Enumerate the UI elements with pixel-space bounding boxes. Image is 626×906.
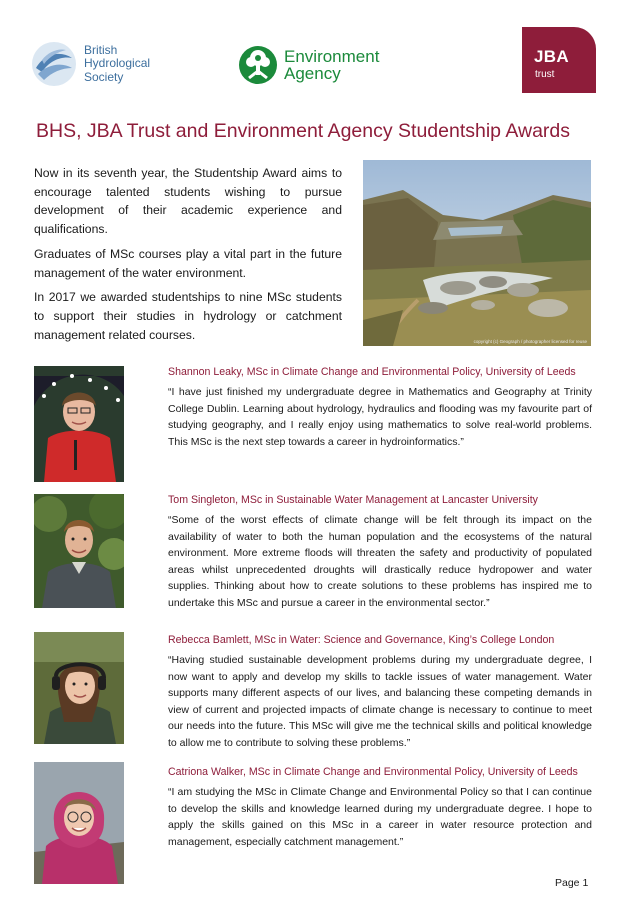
bhs-logo <box>30 36 180 92</box>
jba-logo-brand: JBA <box>534 47 569 66</box>
jba-logo-sub: trust <box>535 69 555 80</box>
intro-paragraph: Graduates of MSc courses play a vital part in the future management of the water environment. <box>34 246 342 280</box>
intro-paragraph: In 2017 we awarded studentships to nine MSc students to support their studies in hydrology or catchment management related courses. <box>34 290 342 342</box>
student-name-line: Tom Singleton, MSc in Sustainable Water Management at Lancaster University <box>168 494 538 506</box>
photo-credit: copyright (c) Geograph / photographer licensed for reuse <box>473 339 587 344</box>
student-quote: “I have just finished my undergraduate degree in Mathematics and Geography at Trinity College Dublin. Learning about hydrology, hydraulics and flooding was my favourite part of studying geography, and I really enjoy using mathematics to solve real-world problems. This MSc is the next step towards a career in hydroinformatics.” <box>168 386 592 448</box>
environment-agency-logo <box>238 42 413 88</box>
bhs-logo-line: Hydrological <box>84 56 151 71</box>
student-name-line: Rebecca Bamlett, MSc in Water: Science and Governance, King’s College London <box>168 634 555 646</box>
student-quote: “Having studied sustainable development problems during my undergraduate degree, I now want to apply and develop my skills to tackle issues of water management. Water supports many different aspects of our lives, and balancing these competing demands in view of current and projected impacts of climate change is necessary to continue to meet our needs into the future. This MSc will give me the technical skills and political knowledge to allow me to contribute to solving these problems.” <box>168 654 592 749</box>
student-portrait-image <box>34 762 124 884</box>
ea-logo-line: Environment <box>284 47 380 66</box>
student-photo <box>34 494 124 608</box>
intro-section <box>34 164 342 350</box>
bhs-swirl-icon <box>30 40 78 88</box>
jba-trust-logo <box>522 27 596 93</box>
student-quote: “I am studying the MSc in Climate Change and Environmental Policy so that I can continue to develop the skills and knowledge learned during my undergraduate degree. I hope to apply the skills gained on this MSc in a career in water resource protection and management, especially catchment management.” <box>168 786 592 848</box>
student-name-line: Catriona Walker, MSc in Climate Change and Environmental Policy, University of Leeds <box>168 766 578 778</box>
student-portrait-image <box>34 632 124 744</box>
page-number: Page 1 <box>555 877 589 889</box>
valley-river-image <box>363 160 591 346</box>
bhs-logo-line: Society <box>84 69 124 84</box>
landscape-photo <box>363 160 591 346</box>
bhs-logo-text <box>84 44 150 85</box>
page-title: BHS, JBA Trust and Environment Agency Studentship Awards <box>36 120 571 142</box>
student-name-line: Shannon Leaky, MSc in Climate Change and Environmental Policy, University of Leeds <box>168 366 576 378</box>
bhs-logo-line: British <box>84 42 118 57</box>
intro-paragraph: Now in its seventh year, the Studentship Award aims to encourage talented students wishing to pursue development of their academic experience and qualifications. <box>34 166 342 237</box>
student-quote: “Some of the worst effects of climate change will be felt through its impact on the availability of water to both the human population and the ecosystems of the natural environment. More extreme floods will threaten the safety and productivity of populated areas whilst unprecedented droughts will drastically reduce hydropower and water supplies. Thinking about how to create solutions to these problems has inspired me to undertake this MSc and pursue a career in the environmental sector.” <box>168 514 592 609</box>
student-portrait-image <box>34 494 124 608</box>
ea-logo-line: Agency <box>284 64 341 83</box>
student-photo <box>34 632 124 744</box>
student-photo <box>34 366 124 482</box>
student-photo <box>34 762 124 884</box>
student-portrait-image <box>34 366 124 482</box>
ea-logo-text <box>284 48 379 82</box>
tree-figure-icon <box>238 45 278 85</box>
